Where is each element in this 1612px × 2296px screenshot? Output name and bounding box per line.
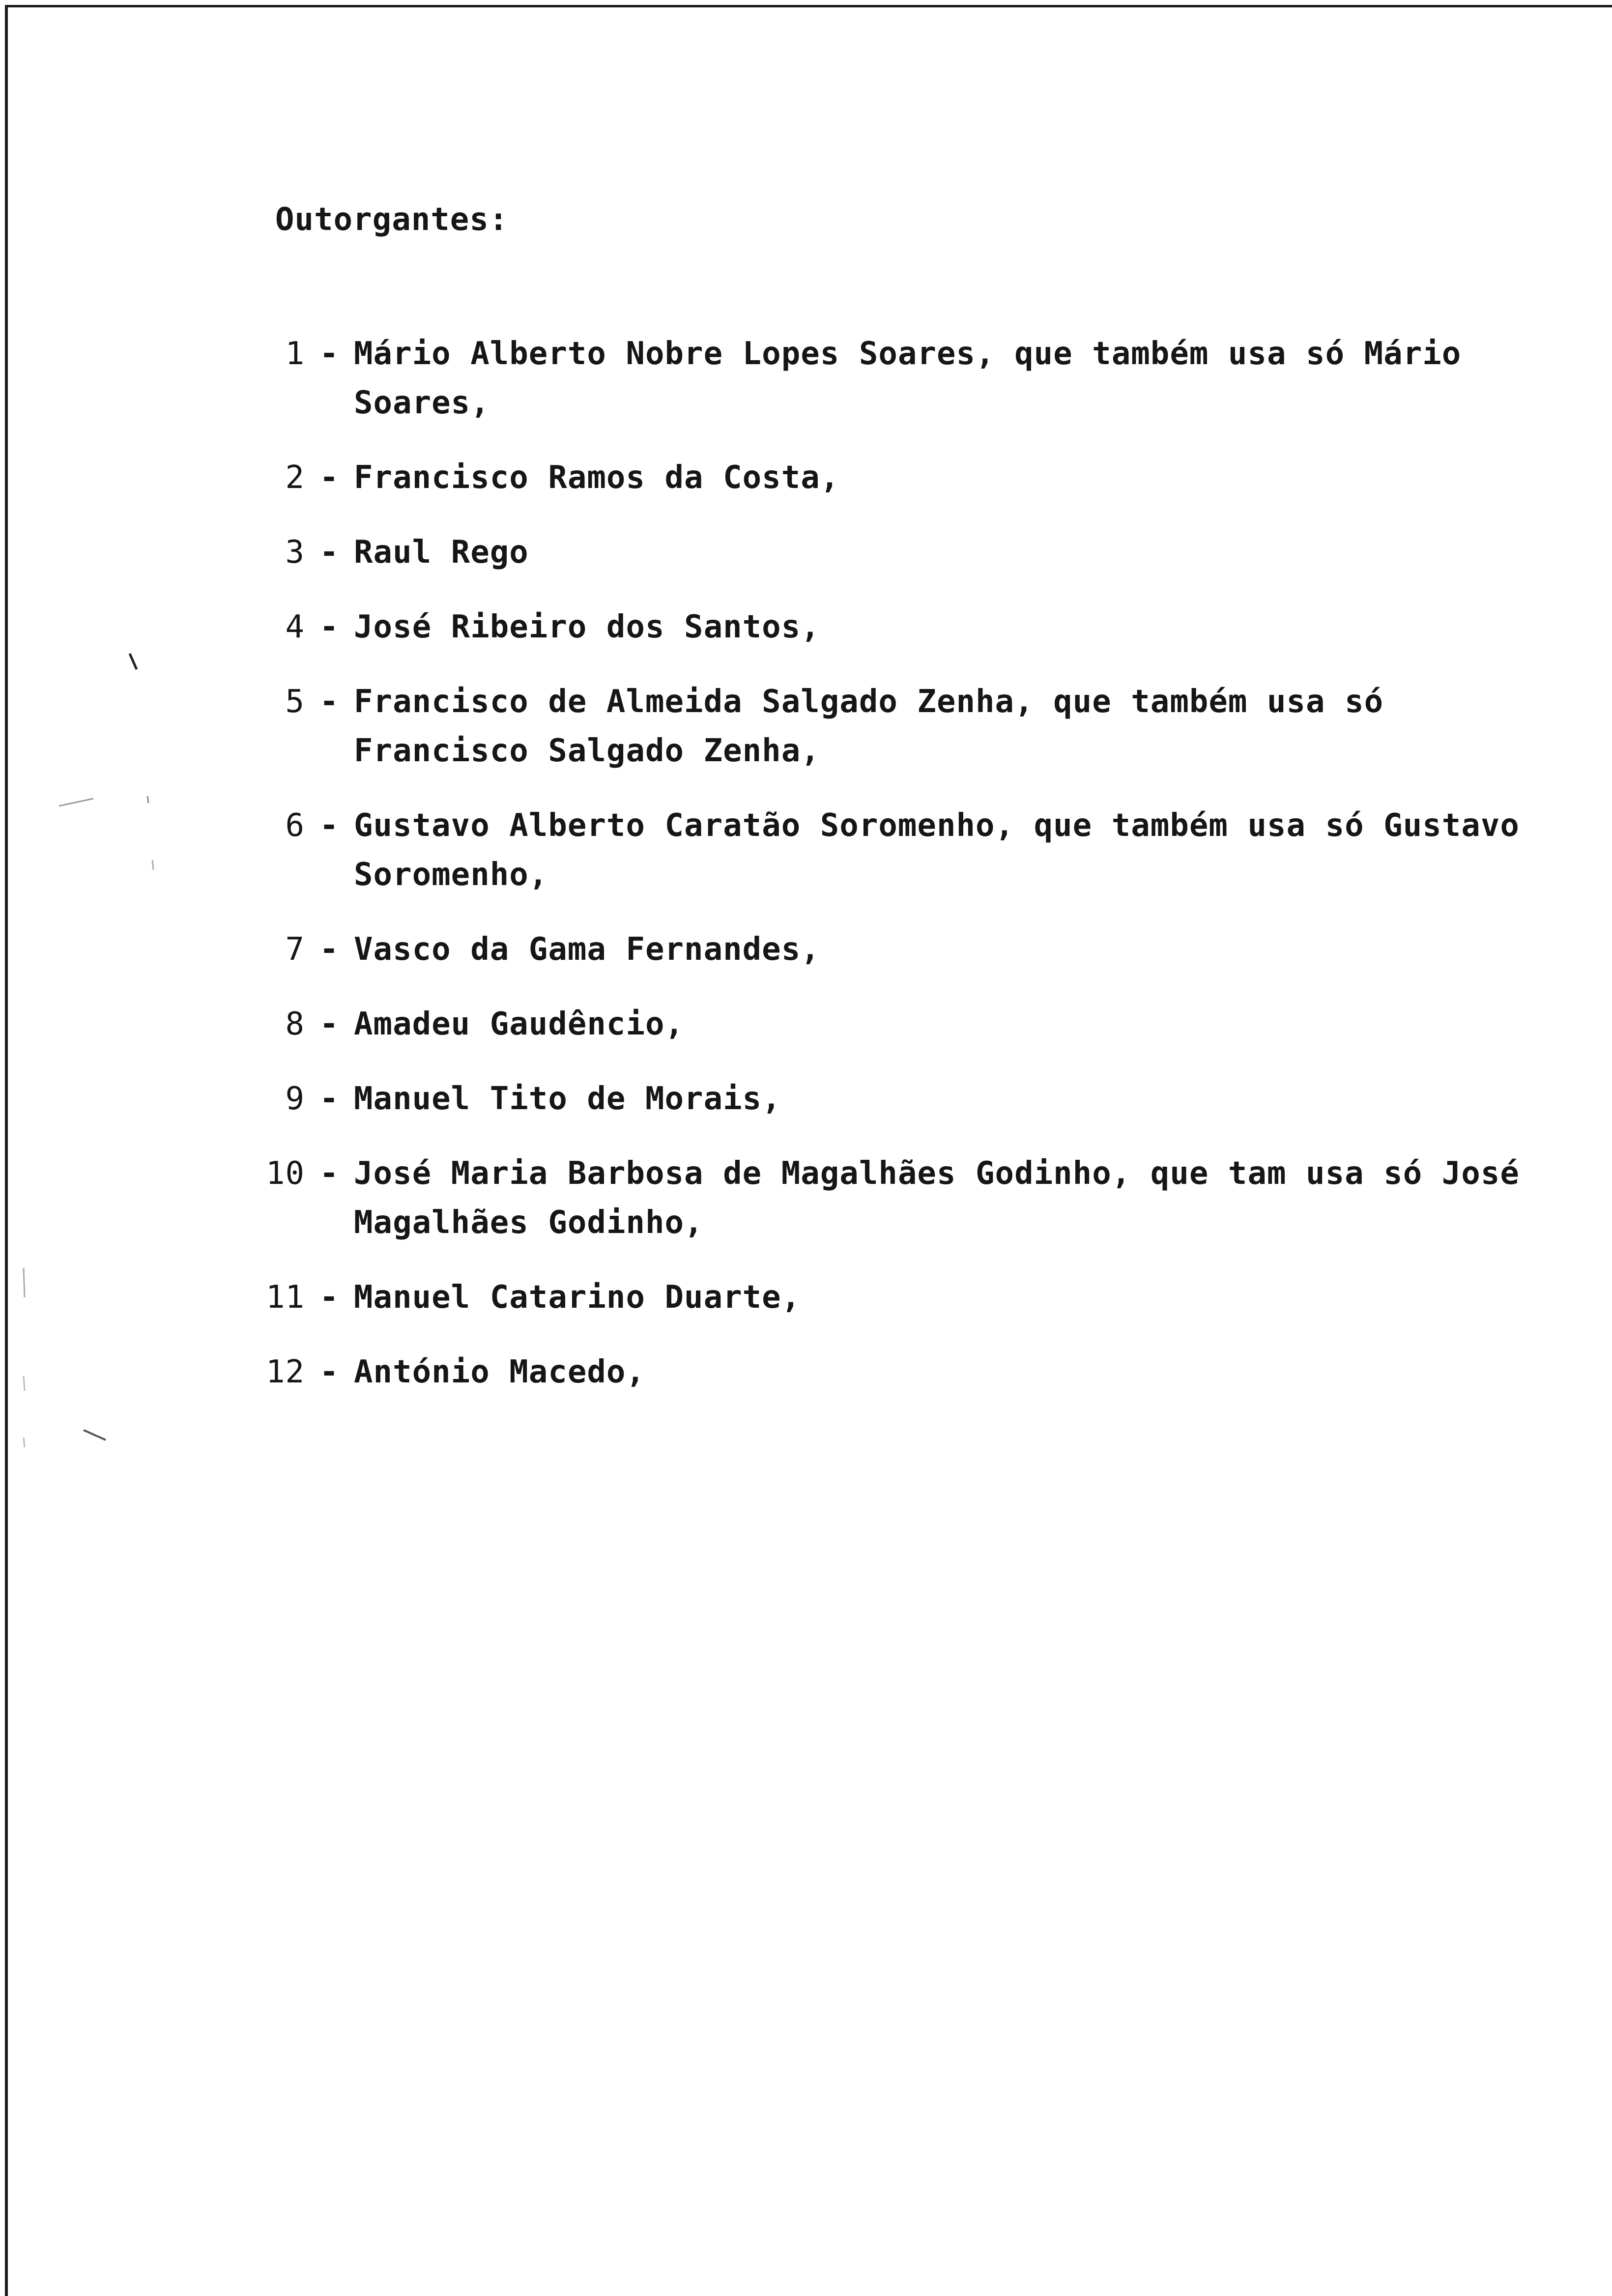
grantor-number: 8 xyxy=(285,1006,305,1042)
list-item xyxy=(246,453,1553,502)
grantor-name: Manuel Catarino Duarte, xyxy=(354,1279,801,1316)
grantor-number: 2 xyxy=(285,459,305,496)
list-item xyxy=(246,1273,1553,1322)
grantor-name: Mário Alberto Nobre Lopes Soares, que também usa só Mário Soares, xyxy=(354,336,1462,421)
list-item xyxy=(246,925,1553,974)
grantor-list xyxy=(246,329,1553,1422)
grantor-name: José Ribeiro dos Santos, xyxy=(354,609,820,645)
grantor-dash: - xyxy=(319,931,339,968)
grantor-dash: - xyxy=(319,609,339,645)
document-heading: Outorgantes: xyxy=(275,201,509,238)
grantor-number: 4 xyxy=(285,609,305,645)
grantor-name: Gustavo Alberto Caratão Soromenho, que também usa só Gustavo Soromenho, xyxy=(354,807,1520,893)
grantor-number: 7 xyxy=(285,931,305,968)
page-top-edge xyxy=(5,5,1612,7)
grantor-dash: - xyxy=(319,684,339,720)
list-item xyxy=(246,801,1553,899)
list-item xyxy=(246,1074,1553,1123)
list-item xyxy=(246,1149,1553,1247)
list-item xyxy=(246,528,1553,577)
grantor-name: Manuel Tito de Morais, xyxy=(354,1081,781,1117)
list-item xyxy=(246,1000,1553,1049)
grantor-name: Raul Rego xyxy=(354,534,529,571)
grantor-name: José Maria Barbosa de Magalhães Godinho, que tam usa só José Magalhães Godinho, xyxy=(354,1155,1520,1241)
grantor-dash: - xyxy=(319,807,339,844)
list-item xyxy=(246,1348,1553,1397)
grantor-dash: - xyxy=(319,459,339,496)
grantor-number: 11 xyxy=(265,1279,305,1316)
grantor-name: Amadeu Gaudêncio, xyxy=(354,1006,685,1042)
grantor-dash: - xyxy=(319,1279,339,1316)
grantor-name: Vasco da Gama Fernandes, xyxy=(354,931,820,968)
grantor-number: 1 xyxy=(285,336,305,372)
list-item xyxy=(246,677,1553,775)
list-item xyxy=(246,329,1553,428)
page-left-edge xyxy=(5,5,8,2296)
grantor-number: 6 xyxy=(285,807,305,844)
grantor-name: Francisco Ramos da Costa, xyxy=(354,459,840,496)
grantor-dash: - xyxy=(319,1354,339,1390)
grantor-name: Francisco de Almeida Salgado Zenha, que também usa só Francisco Salgado Zenha, xyxy=(354,684,1384,769)
grantor-dash: - xyxy=(319,336,339,372)
grantor-dash: - xyxy=(319,1006,339,1042)
grantor-dash: - xyxy=(319,1155,339,1192)
grantor-number: 5 xyxy=(285,684,305,720)
grantor-number: 3 xyxy=(285,534,305,571)
list-item xyxy=(246,603,1553,652)
grantor-dash: - xyxy=(319,534,339,571)
grantor-number: 12 xyxy=(265,1354,305,1390)
grantor-name: António Macedo, xyxy=(354,1354,645,1390)
grantor-number: 10 xyxy=(265,1155,305,1192)
grantor-number: 9 xyxy=(285,1081,305,1117)
grantor-dash: - xyxy=(319,1081,339,1117)
